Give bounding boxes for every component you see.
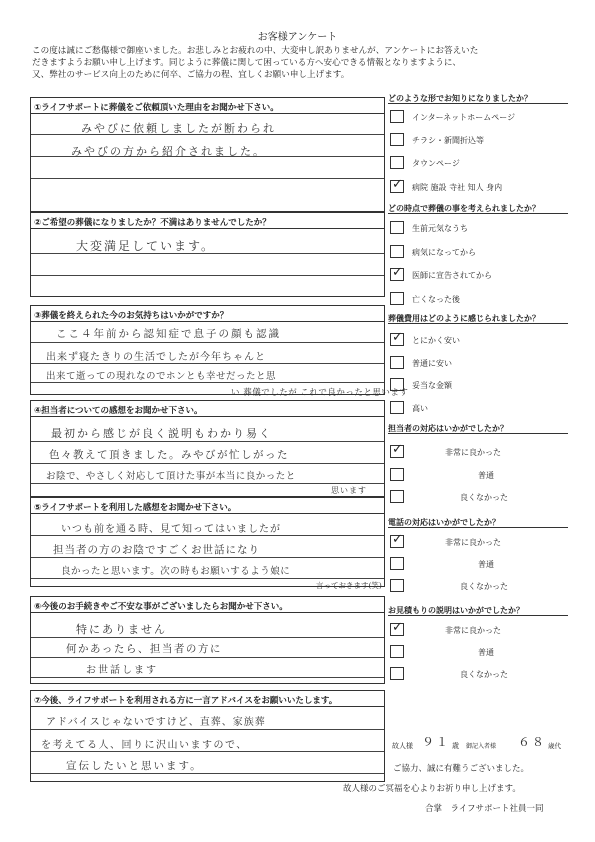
question-6-answer-line[interactable]: お世話します [86, 665, 158, 676]
question-4-label: ④担当者についての感想をお聞かせ下さい。 [31, 401, 384, 417]
deceased-age-unit: 歳 [452, 742, 459, 750]
estimate-option: 非常に良かった [445, 626, 501, 635]
check-mark-icon: ✓ [392, 532, 403, 547]
staff-checkbox[interactable] [390, 468, 404, 481]
thanks-text: ご協力、誠に有難うございました。 [393, 764, 530, 774]
estimate-heading: お見積もりの説明はいかがでしたか？ [388, 606, 524, 615]
question-4-answer-line[interactable]: 思います [331, 486, 367, 495]
question-6-label: ⑥今後のお手続きやご不安な事がございましたらお聞かせ下さい。 [31, 597, 384, 613]
how-known-checkbox[interactable] [390, 156, 404, 169]
how-known-option: 病院 施設 寺社 知人 身内 [412, 183, 503, 192]
respondent-age-unit: 歳代 [548, 742, 561, 750]
staff-option: 良くなかった [460, 493, 508, 502]
question-3-answer-line[interactable]: い 葬儀でしたが これで良かったと思います [231, 388, 409, 398]
question-2-label: ②ご希望の葬儀になりましたか？不満はありませんでしたか？ [31, 213, 384, 229]
question-1-answer-line[interactable]: みやびに依頼しましたが断わられ [81, 122, 276, 135]
question-5-answer-line[interactable]: 言っておきます(笑) [316, 581, 382, 590]
question-3-label: ③葬儀を終えられた今のお気持ちはいかがですか？ [31, 306, 384, 322]
deceased-label: 故人様 [392, 742, 413, 750]
how-known-option: インターネットホームページ [412, 113, 516, 122]
check-mark-icon: ✓ [392, 620, 403, 635]
estimate-option: 良くなかった [460, 670, 508, 679]
when-considered-option: 亡くなった後 [412, 295, 460, 304]
cost-option: 妥当な金額 [412, 381, 452, 390]
cost-heading: 葬儀費用はどのように感じられましたか？ [388, 314, 540, 323]
question-5-answer-line[interactable]: いつも前を通る時、見て知ってはいましたが [61, 524, 281, 535]
cost-option: 普通に安い [412, 359, 452, 368]
staff-option: 普通 [478, 471, 494, 480]
question-7-box [30, 690, 385, 782]
when-considered-checkbox[interactable] [390, 265, 404, 281]
how-known-checkbox[interactable] [390, 110, 404, 123]
respondent-label: 御記入者様 [466, 743, 497, 750]
phone-checkbox[interactable] [390, 532, 404, 548]
question-5-answer-line[interactable]: 担当者の方のお陰ですごくお世話になり [53, 544, 260, 556]
when-considered-option: 生前元気なうち [412, 224, 468, 233]
signature-text: 合掌 ライフサポート社員一同 [425, 804, 544, 814]
deceased-age[interactable]: ９１ [422, 735, 451, 749]
question-1-answer-line[interactable]: みやびの方から紹介されました。 [71, 145, 266, 158]
check-mark-icon: ✓ [392, 265, 403, 280]
when-considered-checkbox[interactable] [390, 245, 404, 258]
intro-line: この度は誠にご愁傷様で御座いました。お悲しみとお疲れの中、大変申し訳ありませんが、アンケートにお答えいた [32, 46, 479, 56]
question-4-answer-line[interactable]: 最初から感じが良く説明もわかり易く [51, 427, 272, 440]
when-considered-option: 医師に宣告されてから [412, 271, 492, 280]
question-5-answer-line[interactable]: 良かったと思います。次の時もお願いするよう娘に [61, 566, 291, 577]
question-7-answer-line[interactable]: を考えてる人、回りに沢山いますので、 [41, 740, 248, 751]
how-known-checkbox[interactable] [390, 133, 404, 146]
question-3-answer-line[interactable]: ここ４年前から認知症で息子の顔も認識 [56, 328, 281, 340]
how-known-checkbox[interactable] [390, 177, 404, 193]
question-1-box [30, 97, 385, 212]
phone-heading: 電話の対応はいかがでしたか？ [388, 518, 500, 527]
check-mark-icon: ✓ [392, 442, 403, 457]
when-considered-option: 病気になってから [412, 248, 476, 257]
how-known-heading: どのような形でお知りになりましたか？ [388, 94, 532, 103]
intro-line: 又、弊社のサービス向上のために何卒、ご協力の程、宜しくお願い申し上げます。 [32, 70, 350, 80]
when-considered-heading: どの時点で葬儀の事を考えられましたか？ [388, 204, 540, 213]
question-7-answer-line[interactable]: 宣伝したいと思います。 [66, 760, 203, 772]
when-considered-checkbox[interactable] [390, 221, 404, 234]
question-2-answer-line[interactable]: 大変満足しています。 [76, 239, 216, 253]
how-known-option: タウンページ [412, 159, 460, 168]
question-7-label: ⑦今後、ライフサポートを利用される方に一言アドバイスをお願いいたします。 [31, 691, 384, 707]
intro-text [32, 45, 572, 81]
when-considered-checkbox[interactable] [390, 292, 404, 305]
question-4-answer-line[interactable]: お陰で、やさしく対応して頂けた事が本当に良かったと [46, 471, 296, 482]
question-3-answer-line[interactable]: 出来て逝っての現れなのでホンとも幸せだったと思 [46, 371, 277, 382]
question-4-answer-line[interactable]: 色々教えて頂きました。みやびが忙しがった [49, 449, 289, 461]
question-4-box [30, 400, 385, 497]
question-5-box [30, 497, 385, 590]
staff-checkbox[interactable] [390, 490, 404, 503]
page-title: お客様アンケート [257, 32, 338, 43]
question-2-box [30, 212, 385, 297]
cost-checkbox[interactable] [390, 356, 404, 369]
how-known-option: チラシ・新聞折込等 [412, 136, 484, 145]
phone-checkbox[interactable] [390, 557, 404, 570]
cost-option: 高い [412, 404, 428, 413]
question-3-box [30, 305, 409, 398]
phone-option: 普通 [478, 560, 494, 569]
cost-checkbox[interactable] [390, 330, 404, 346]
check-mark-icon: ✓ [392, 330, 403, 345]
cost-checkbox[interactable] [390, 378, 404, 391]
question-7-answer-line[interactable]: アドバイスじゃないですけど、直葬、家族葬 [46, 717, 266, 728]
cost-checkbox[interactable] [390, 401, 404, 414]
phone-option: 非常に良かった [445, 538, 501, 547]
estimate-option: 普通 [478, 648, 494, 657]
staff-heading: 担当者の対応はいかがでしたか？ [388, 424, 508, 433]
staff-checkbox[interactable] [390, 442, 404, 458]
cost-option: とにかく安い [412, 336, 460, 345]
question-5-label: ⑤ライフサポートを利用した感想をお聞かせ下さい。 [31, 498, 384, 514]
question-1-label: ①ライフサポートに葬儀をご依頼頂いた理由をお聞かせ下さい。 [31, 98, 384, 114]
prayer-text: 故人様のご冥福を心よりお祈り申し上げます。 [343, 784, 521, 794]
phone-option: 良くなかった [460, 582, 508, 591]
question-6-answer-line[interactable]: 何かあったら、担当者の方に [66, 643, 222, 655]
question-3-answer-line[interactable]: 出来ず寝たきりの生活でしたが今年ちゃんと [46, 352, 266, 363]
staff-option: 非常に良かった [445, 448, 501, 457]
estimate-checkbox[interactable] [390, 645, 404, 658]
estimate-checkbox[interactable] [390, 620, 404, 636]
question-6-box [30, 596, 385, 684]
estimate-checkbox[interactable] [390, 667, 404, 680]
intro-line: だきますようお願い申し上げます。同じように葬儀に関して困っている方へ安心できる情報となりますように、 [32, 58, 462, 68]
phone-checkbox[interactable] [390, 579, 404, 592]
question-6-answer-line[interactable]: 特にありません [76, 623, 167, 636]
respondent-age[interactable]: ６８ [518, 735, 547, 749]
check-mark-icon: ✓ [392, 177, 403, 192]
